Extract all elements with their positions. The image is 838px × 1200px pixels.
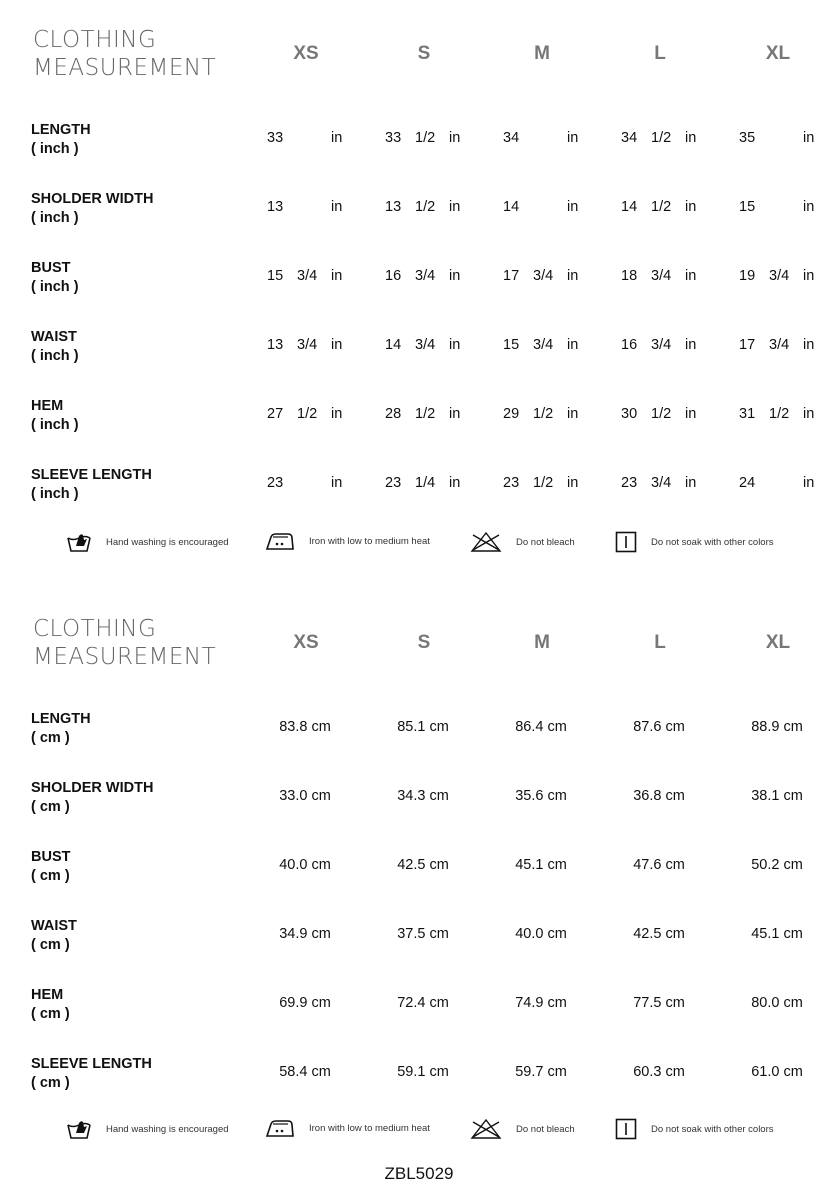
inch-unit: in <box>449 406 461 422</box>
row-unit: ( inch ) <box>31 210 79 226</box>
cm-value: 45.1 cm <box>515 857 567 873</box>
inch-value-fraction: 3/4 <box>297 337 318 353</box>
cm-value: 80.0 cm <box>751 995 803 1011</box>
inch-value-whole: 33 <box>267 130 284 146</box>
care-text: Iron with low to medium heat <box>309 1122 430 1134</box>
cm-value: 50.2 cm <box>751 857 803 873</box>
inch-value-whole: 23 <box>385 475 402 491</box>
inch-value-fraction: 1/2 <box>297 406 318 422</box>
inch-value-fraction: 3/4 <box>769 268 790 284</box>
cm-value: 85.1 cm <box>397 719 449 735</box>
cm-value: 87.6 cm <box>633 719 685 735</box>
row-unit: ( inch ) <box>31 417 79 433</box>
inch-value-whole: 23 <box>503 475 520 491</box>
inch-unit: in <box>331 130 343 146</box>
inch-value-whole: 14 <box>621 199 638 215</box>
inch-unit: in <box>567 130 579 146</box>
row-label <box>31 848 70 886</box>
size-header-m: M <box>534 632 550 653</box>
inch-value-fraction: 3/4 <box>415 337 436 353</box>
cm-value: 77.5 cm <box>633 995 685 1011</box>
size-header-xl: XL <box>765 43 791 64</box>
cm-value: 72.4 cm <box>397 995 449 1011</box>
row-name: BUST <box>31 260 71 276</box>
row-name: SHOLDER WIDTH <box>31 191 154 207</box>
care-text: Hand washing is encouraged <box>106 536 229 548</box>
row-unit: ( inch ) <box>31 141 79 157</box>
row-name: LENGTH <box>31 122 91 138</box>
hand-wash-icon <box>66 1118 106 1140</box>
row-name: SLEEVE LENGTH <box>31 1056 152 1072</box>
row-label <box>31 1055 152 1093</box>
inch-value-whole: 35 <box>739 130 756 146</box>
inch-value-whole: 15 <box>267 268 284 284</box>
cm-value: 59.1 cm <box>397 1064 449 1080</box>
inch-value-whole: 13 <box>267 199 284 215</box>
inch-value-whole: 33 <box>385 130 402 146</box>
inch-unit: in <box>331 475 343 491</box>
inch-value-fraction: 1/2 <box>651 130 672 146</box>
cm-value: 38.1 cm <box>751 788 803 804</box>
care-text: Do not bleach <box>516 1123 575 1135</box>
inch-value-fraction: 3/4 <box>533 337 554 353</box>
row-label <box>31 779 153 817</box>
cm-value: 34.9 cm <box>279 926 331 942</box>
row-unit: ( cm ) <box>31 730 70 746</box>
care-instruction <box>265 1118 430 1138</box>
inch-unit: in <box>331 406 343 422</box>
row-name: SLEEVE LENGTH <box>31 467 152 483</box>
inch-unit: in <box>449 130 461 146</box>
care-text: Do not bleach <box>516 536 575 548</box>
inch-unit: in <box>449 199 461 215</box>
care-text: Hand washing is encouraged <box>106 1123 229 1135</box>
inch-value-fraction: 3/4 <box>297 268 318 284</box>
row-unit: ( cm ) <box>31 1075 70 1091</box>
inch-value-whole: 17 <box>739 337 756 353</box>
inch-unit: in <box>685 199 697 215</box>
inch-unit: in <box>331 199 343 215</box>
product-code: ZBL5029 <box>384 1164 454 1183</box>
inch-value-whole: 28 <box>385 406 402 422</box>
cm-value: 37.5 cm <box>397 926 449 942</box>
cm-value: 88.9 cm <box>751 719 803 735</box>
cm-value: 42.5 cm <box>397 857 449 873</box>
title-line-1: CLOTHING <box>33 616 157 642</box>
inch-value-fraction: 3/4 <box>651 268 672 284</box>
row-name: WAIST <box>31 918 77 934</box>
hand-wash-icon <box>66 531 106 553</box>
inch-value-whole: 23 <box>267 475 284 491</box>
inch-unit: in <box>685 130 697 146</box>
title-line-2: MEASUREMENT <box>33 644 217 670</box>
row-label <box>31 121 91 159</box>
inch-unit: in <box>685 337 697 353</box>
row-unit: ( cm ) <box>31 937 70 953</box>
inch-value-whole: 18 <box>621 268 638 284</box>
row-name: HEM <box>31 987 64 1003</box>
row-label <box>31 710 91 748</box>
inch-unit: in <box>449 337 461 353</box>
care-instruction <box>66 531 229 553</box>
row-name: WAIST <box>31 329 77 345</box>
iron-low-heat-icon <box>265 531 309 551</box>
size-header-s: S <box>417 632 431 653</box>
row-unit: ( cm ) <box>31 1006 70 1022</box>
inch-value-whole: 17 <box>503 268 520 284</box>
care-text: Do not soak with other colors <box>651 1123 774 1135</box>
inch-unit: in <box>803 406 815 422</box>
inch-value-whole: 23 <box>621 475 638 491</box>
inch-value-whole: 14 <box>385 337 402 353</box>
cm-value: 74.9 cm <box>515 995 567 1011</box>
cm-value: 33.0 cm <box>279 788 331 804</box>
row-unit: ( inch ) <box>31 486 79 502</box>
inch-value-whole: 34 <box>503 130 520 146</box>
care-instruction <box>615 531 774 553</box>
cm-value: 83.8 cm <box>279 719 331 735</box>
size-header-l: L <box>654 43 666 64</box>
inch-value-whole: 13 <box>385 199 402 215</box>
inch-value-fraction: 1/2 <box>415 199 436 215</box>
cm-value: 59.7 cm <box>515 1064 567 1080</box>
care-instruction <box>615 1118 774 1140</box>
inch-value-whole: 14 <box>503 199 520 215</box>
inch-value-whole: 16 <box>621 337 638 353</box>
cm-value: 42.5 cm <box>633 926 685 942</box>
care-instruction <box>66 1118 229 1140</box>
inch-unit: in <box>803 268 815 284</box>
inch-value-fraction: 1/2 <box>651 406 672 422</box>
inch-value-whole: 19 <box>739 268 756 284</box>
row-unit: ( cm ) <box>31 868 70 884</box>
row-name: BUST <box>31 849 71 865</box>
row-label <box>31 259 79 297</box>
size-header-l: L <box>654 632 666 653</box>
size-header-xs: XS <box>293 632 319 653</box>
inch-value-fraction: 1/2 <box>651 199 672 215</box>
inch-value-fraction: 1/4 <box>415 475 436 491</box>
cm-value: 34.3 cm <box>397 788 449 804</box>
cm-value: 58.4 cm <box>279 1064 331 1080</box>
care-text: Iron with low to medium heat <box>309 535 430 547</box>
row-label <box>31 397 79 435</box>
inch-unit: in <box>685 268 697 284</box>
size-header-xs: XS <box>293 43 319 64</box>
row-unit: ( inch ) <box>31 279 79 295</box>
inch-unit: in <box>449 475 461 491</box>
size-header-xl: XL <box>765 632 791 653</box>
inch-unit: in <box>331 268 343 284</box>
cm-value: 35.6 cm <box>515 788 567 804</box>
inch-section-title <box>33 26 216 82</box>
inch-value-fraction: 1/2 <box>769 406 790 422</box>
cm-value: 45.1 cm <box>751 926 803 942</box>
inch-value-fraction: 1/2 <box>415 130 436 146</box>
cm-value: 61.0 cm <box>751 1064 803 1080</box>
inch-unit: in <box>449 268 461 284</box>
no-soak-icon <box>615 531 651 553</box>
no-soak-icon <box>615 1118 651 1140</box>
row-unit: ( inch ) <box>31 348 79 364</box>
care-instruction <box>470 1118 575 1140</box>
inch-unit: in <box>567 475 579 491</box>
inch-unit: in <box>803 130 815 146</box>
cm-value: 69.9 cm <box>279 995 331 1011</box>
row-label <box>31 328 79 366</box>
row-name: HEM <box>31 398 64 414</box>
inch-unit: in <box>567 199 579 215</box>
inch-unit: in <box>803 199 815 215</box>
row-label <box>31 466 152 504</box>
inch-unit: in <box>331 337 343 353</box>
inch-unit: in <box>685 475 697 491</box>
row-label <box>31 986 70 1024</box>
cm-value: 47.6 cm <box>633 857 685 873</box>
inch-value-fraction: 1/2 <box>533 406 554 422</box>
inch-value-whole: 30 <box>621 406 638 422</box>
row-unit: ( cm ) <box>31 799 70 815</box>
inch-value-fraction: 3/4 <box>415 268 436 284</box>
inch-value-whole: 27 <box>267 406 284 422</box>
inch-value-fraction: 3/4 <box>533 268 554 284</box>
inch-value-fraction: 1/2 <box>533 475 554 491</box>
row-name: LENGTH <box>31 711 91 727</box>
inch-value-whole: 29 <box>503 406 520 422</box>
cm-section-title <box>33 615 216 671</box>
row-label <box>31 917 77 955</box>
inch-value-whole: 15 <box>739 199 756 215</box>
row-name: SHOLDER WIDTH <box>31 780 154 796</box>
size-header-s: S <box>417 43 431 64</box>
title-line-1: CLOTHING <box>33 27 157 53</box>
inch-value-whole: 16 <box>385 268 402 284</box>
title-line-2: MEASUREMENT <box>33 55 217 81</box>
cm-value: 40.0 cm <box>515 926 567 942</box>
inch-value-whole: 13 <box>267 337 284 353</box>
inch-unit: in <box>803 337 815 353</box>
inch-measurement-section <box>0 0 838 580</box>
no-bleach-icon <box>470 531 516 553</box>
inch-value-whole: 34 <box>621 130 638 146</box>
no-bleach-icon <box>470 1118 516 1140</box>
cm-value: 36.8 cm <box>633 788 685 804</box>
row-label <box>31 190 153 228</box>
cm-value: 86.4 cm <box>515 719 567 735</box>
cm-value: 60.3 cm <box>633 1064 685 1080</box>
care-text: Do not soak with other colors <box>651 536 774 548</box>
inch-unit: in <box>567 406 579 422</box>
inch-value-whole: 24 <box>739 475 756 491</box>
inch-value-fraction: 1/2 <box>415 406 436 422</box>
inch-unit: in <box>567 268 579 284</box>
inch-value-whole: 15 <box>503 337 520 353</box>
inch-unit: in <box>803 475 815 491</box>
inch-value-whole: 31 <box>739 406 756 422</box>
inch-value-fraction: 3/4 <box>651 337 672 353</box>
inch-value-fraction: 3/4 <box>651 475 672 491</box>
care-instruction <box>265 531 430 551</box>
inch-value-fraction: 3/4 <box>769 337 790 353</box>
cm-value: 40.0 cm <box>279 857 331 873</box>
inch-unit: in <box>567 337 579 353</box>
care-instruction <box>470 531 575 553</box>
iron-low-heat-icon <box>265 1118 309 1138</box>
size-header-m: M <box>534 43 550 64</box>
inch-unit: in <box>685 406 697 422</box>
